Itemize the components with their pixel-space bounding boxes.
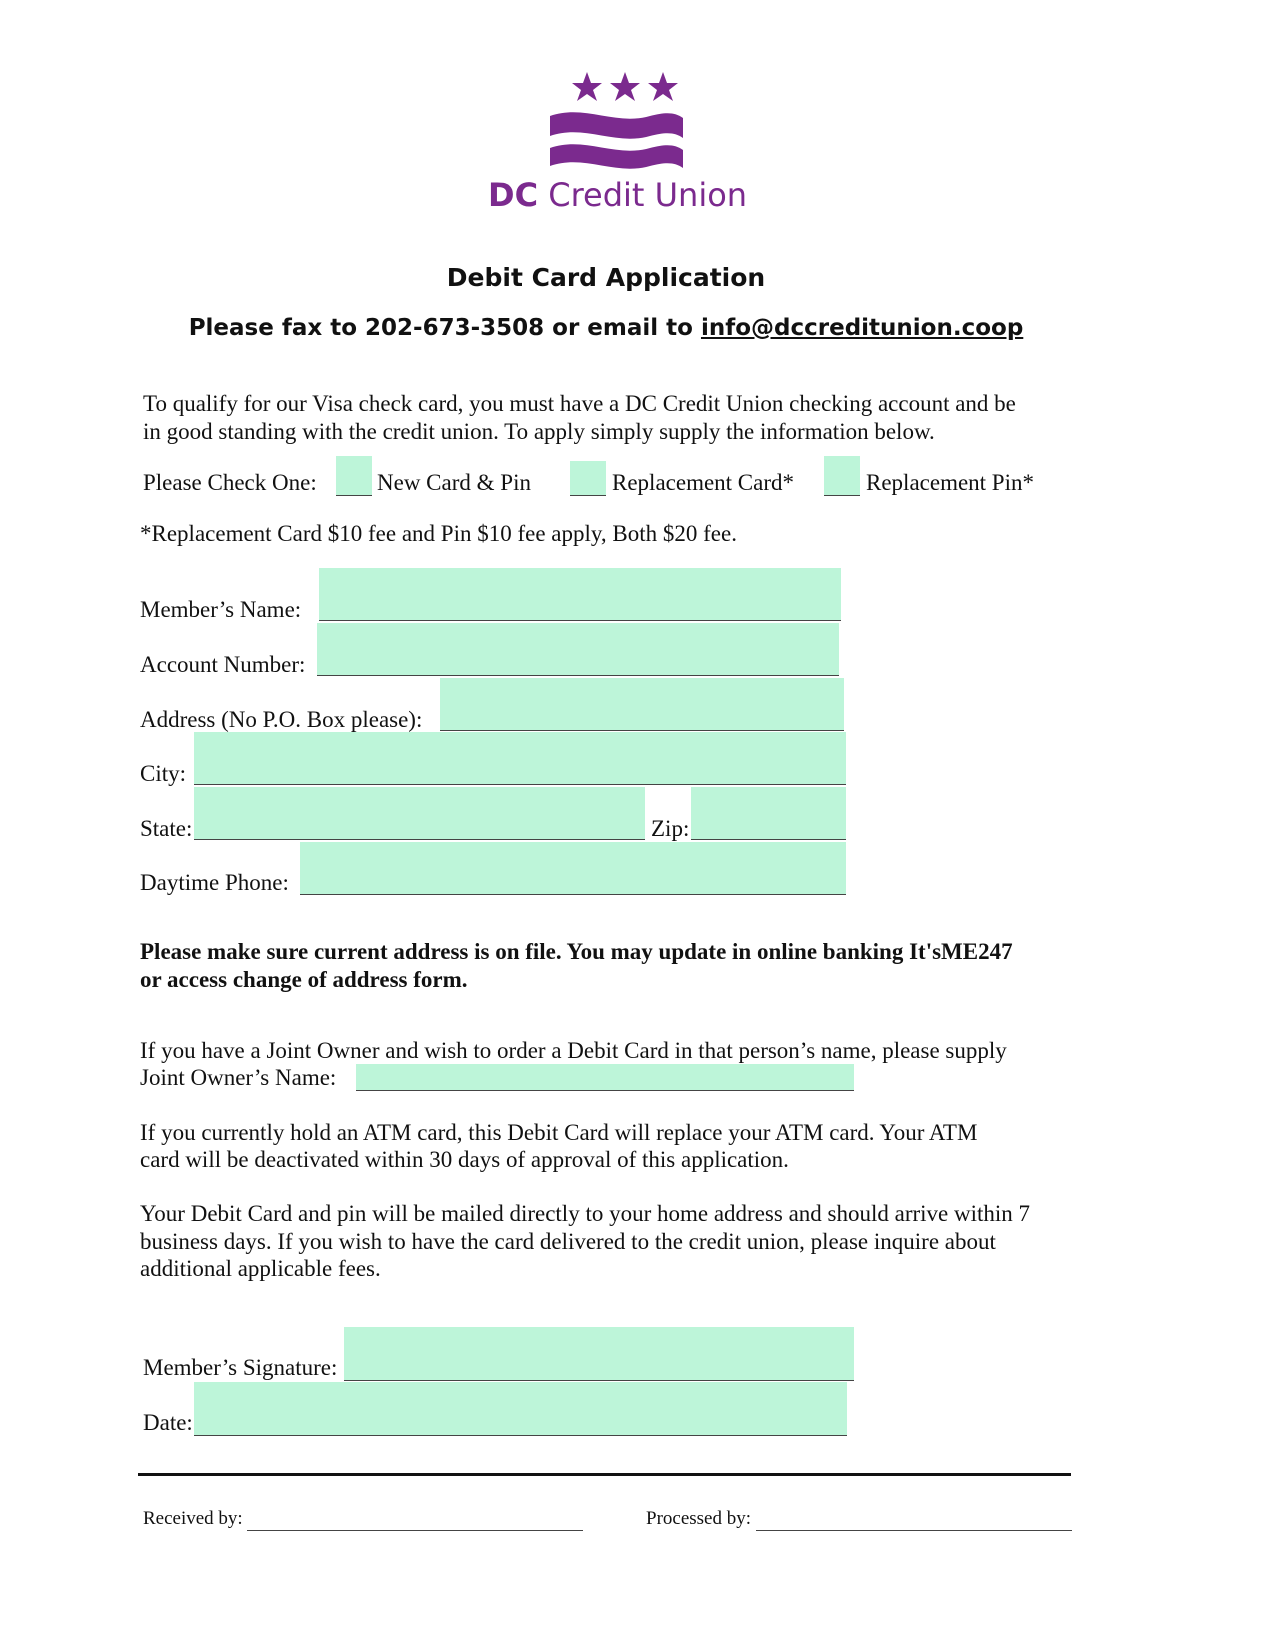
- wave-stripe: [550, 112, 683, 138]
- zip-label: Zip:: [651, 816, 690, 841]
- delivery-note-line-1: Your Debit Card and pin will be mailed directly to your home address and should arrive within 7: [140, 1201, 1031, 1226]
- checkbox-replacement-card[interactable]: [570, 461, 606, 496]
- received-by-line[interactable]: [247, 1508, 583, 1531]
- intro-line-1: To qualify for our Visa check card, you must have a DC Credit Union checking account and be: [143, 391, 1016, 416]
- atm-note-line-1: If you currently hold an ATM card, this Debit Card will replace your ATM card. Your ATM: [140, 1120, 978, 1145]
- member-name-label: Member’s Name:: [140, 597, 302, 622]
- star-icon: [610, 72, 640, 101]
- address-notice-line-2: or access change of address form.: [140, 967, 468, 992]
- processed-by-line[interactable]: [756, 1508, 1072, 1531]
- page-subtitle: [0, 315, 1212, 341]
- fee-note: *Replacement Card $10 fee and Pin $10 fee apply, Both $20 fee.: [140, 521, 737, 546]
- joint-owner-field[interactable]: [356, 1064, 854, 1091]
- atm-note-line-2: card will be deactivated within 30 days of approval of this application.: [140, 1147, 789, 1172]
- address-label: Address (No P.O. Box please):: [140, 707, 423, 732]
- date-label: Date:: [143, 1410, 193, 1435]
- joint-owner-text: If you have a Joint Owner and wish to order a Debit Card in that person’s name, please supply: [140, 1038, 1007, 1063]
- phone-field[interactable]: [300, 842, 846, 895]
- checkbox-replacement-pin[interactable]: [824, 456, 860, 496]
- check-one-label: Please Check One:: [143, 470, 317, 495]
- signature-field[interactable]: [344, 1327, 854, 1381]
- option-replacement-card-label: Replacement Card*: [612, 470, 795, 495]
- divider: [138, 1473, 1071, 1476]
- option-new-card-label: New Card & Pin: [377, 470, 531, 495]
- joint-owner-label: Joint Owner’s Name:: [140, 1065, 337, 1090]
- star-icon: [572, 72, 602, 101]
- wave-stripe: [550, 144, 683, 168]
- brand-name-bold: DC: [488, 176, 539, 214]
- address-notice-line-1: Please make sure current address is on file. You may update in online banking It'sME247: [140, 939, 1013, 964]
- subtitle-text: Please fax to 202-673-3508 or email to: [188, 315, 701, 341]
- state-label: State:: [140, 816, 193, 841]
- checkbox-new-card[interactable]: [336, 456, 372, 496]
- logo: [480, 68, 760, 218]
- brand-name-rest: Credit Union: [548, 176, 748, 214]
- date-field[interactable]: [194, 1382, 847, 1436]
- state-field[interactable]: [194, 787, 645, 840]
- account-number-field[interactable]: [317, 623, 839, 676]
- brand-name: [488, 176, 747, 214]
- option-replacement-pin-label: Replacement Pin*: [866, 470, 1034, 495]
- account-number-label: Account Number:: [140, 652, 306, 677]
- delivery-note-line-2: business days. If you wish to have the card delivered to the credit union, please inquire about: [140, 1229, 996, 1254]
- member-name-field[interactable]: [319, 568, 841, 621]
- logo-emblem: [480, 68, 760, 178]
- zip-field[interactable]: [691, 787, 846, 840]
- city-label: City:: [140, 761, 187, 786]
- city-field[interactable]: [194, 732, 846, 785]
- page-title: Debit Card Application: [446, 263, 766, 292]
- signature-label: Member’s Signature:: [143, 1355, 338, 1380]
- address-field[interactable]: [440, 678, 844, 731]
- intro-line-2: in good standing with the credit union. To apply simply supply the information below.: [143, 419, 935, 444]
- star-icon: [648, 72, 678, 101]
- delivery-note-line-3: additional applicable fees.: [140, 1256, 381, 1281]
- received-by-label: Received by:: [143, 1508, 243, 1529]
- processed-by-label: Processed by:: [646, 1508, 752, 1529]
- phone-label: Daytime Phone:: [140, 870, 289, 895]
- email-link[interactable]: info@dccreditunion.coop: [700, 315, 1024, 341]
